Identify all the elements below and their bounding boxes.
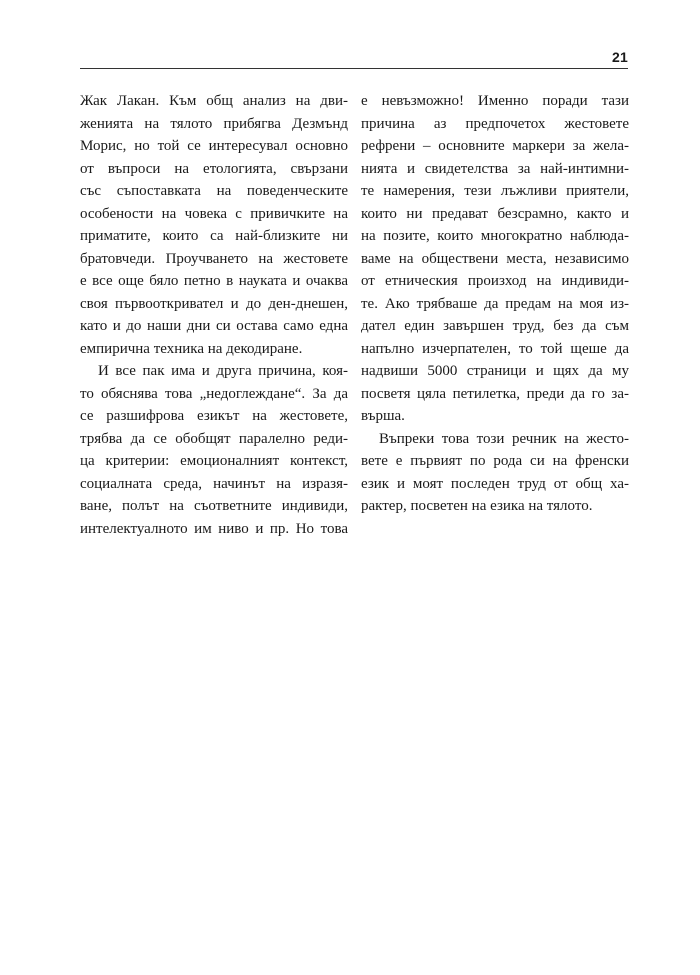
text-line: надвиши 5000 страници и щях да му xyxy=(361,363,629,379)
text-line: те намерения, тези лъжливи приятели, xyxy=(361,183,629,199)
text-line: нията и свидетелства за най-интимни- xyxy=(361,160,629,177)
header-rule xyxy=(80,68,628,69)
text-line: И все пак има и друга причина, коя- xyxy=(98,363,348,379)
text-line: особености на човека с привичките на xyxy=(80,205,348,222)
text-line: е невъзможно! Именно поради тази xyxy=(361,93,629,109)
text-line: ваме на обществени места, независимо xyxy=(361,250,629,267)
text-line: посветя цяла петилетка, преди да го за- xyxy=(361,385,629,402)
page-number: 21 xyxy=(612,49,628,65)
text-line: Морис, но той се интересувал основно xyxy=(80,138,348,154)
text-line: дател един завършен труд, без да съм xyxy=(361,318,629,334)
text-line: от въпроси на етологията, свързани xyxy=(80,160,348,177)
text-line: рактер, посветен на езика на тялото. xyxy=(361,498,593,514)
text-line: своя първооткривател и до ден-днешен, xyxy=(80,295,348,312)
text-column-left xyxy=(80,90,348,540)
text-line: е все още бяло петно в науката и очаква xyxy=(80,273,348,289)
text-line: които ни предават безсрамно, както и xyxy=(361,205,629,222)
text-line: Жак Лакан. Към общ анализ на дви- xyxy=(80,93,348,109)
text-line: причина аз предпочетох жестовете xyxy=(361,115,629,132)
text-line: със съпоставката на поведенческите xyxy=(80,183,348,199)
text-line: от етническия произход на индивиди- xyxy=(361,273,629,289)
text-line: братовчеди. Проучването на жестовете xyxy=(80,250,348,267)
text-line: се разшифрова езикът на жестовете, xyxy=(80,408,348,424)
text-line: то обяснява това „недоглеждане“. За да xyxy=(80,385,348,402)
text-line: приматите, които са най-близките ни xyxy=(80,228,348,244)
text-line: те. Ако трябваше да предам на моя из- xyxy=(361,295,629,312)
text-line: социалната среда, начинът на изразя- xyxy=(80,475,348,492)
text-line: рефрени – основните маркери за жела- xyxy=(361,138,629,154)
text-line: на позите, които многократно наблюда- xyxy=(361,228,629,244)
text-line: език и моят последен труд от общ ха- xyxy=(361,475,629,492)
text-line: ца критерии: емоционалният контекст, xyxy=(80,453,348,469)
text-line: напълно изчерпателен, то той щеше да xyxy=(361,340,629,357)
text-line: като и до наши дни си остава само една xyxy=(80,318,348,334)
text-line: емпирична техника на декодиране. xyxy=(80,340,303,357)
text-line: Въпреки това този речник на жесто- xyxy=(379,430,629,447)
text-line: ване, полът на съответните индивиди, xyxy=(80,498,348,514)
text-line: трябва да се обобщят паралелно реди- xyxy=(80,430,348,447)
text-line: върша. xyxy=(361,408,405,424)
text-line: вете е първият по рода си на френски xyxy=(361,453,629,469)
text-line: женията на тялото прибягва Дезмънд xyxy=(80,115,348,132)
text-column-right xyxy=(361,90,629,518)
text-line: интелектуалното им ниво и пр. Но това xyxy=(80,520,348,537)
